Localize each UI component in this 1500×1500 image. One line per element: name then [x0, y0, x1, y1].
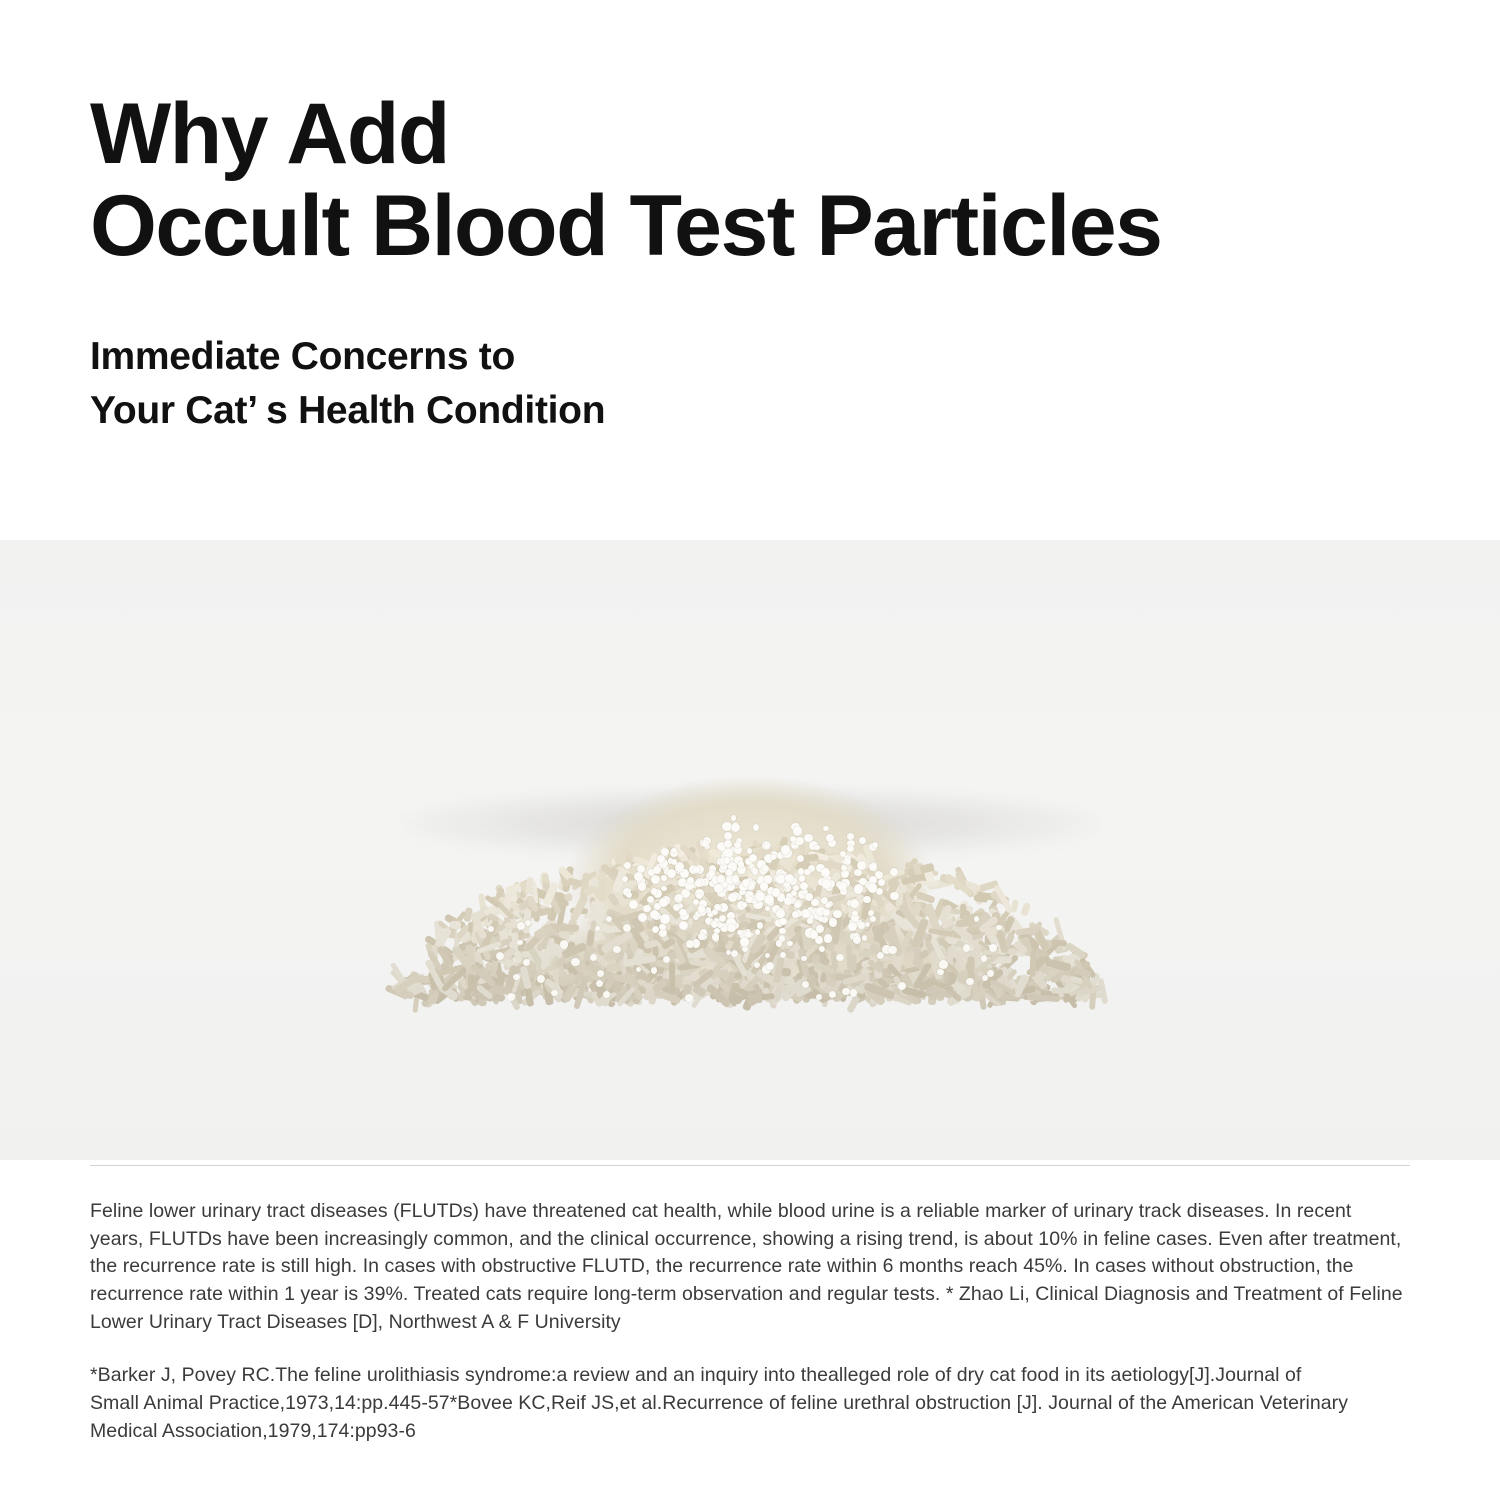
divider: [90, 1165, 1410, 1166]
product-photo: [0, 540, 1500, 1160]
page-subtitle: Immediate Concerns to Your Cat’ s Health Condition: [90, 335, 606, 432]
header-section: [0, 0, 1500, 540]
footnote-primary: Feline lower urinary tract diseases (FLUTDs) have threatened cat health, while blood urine is a reliable marker of urinary track diseases. In recent years, FLUTDs have been increasingly common, and the clinical occurrence, showing a rising trend, is about 10% in feline cases. Even after treatment, the recurrence rate is still high. In cases with obstructive FLUTD, the recurrence rate within 6 months reach 45%. In cases without obstruction, the recurrence rate within 1 year is 39%. Treated cats require long-term observation and regular tests. * Zhao Li, Clinical Diagnosis and Treatment of Feline Lower Urinary Tract Diseases [D], Northwest A & F University: [90, 1200, 1403, 1333]
footnote-references: *Barker J, Povey RC.The feline urolithiasis syndrome:a review and an inquiry into thealleged role of dry cat food in its aetiology[J].Journal of Small Animal Practice,1973,14:pp.445-57*Bovee KC,Reif JS,et al.Recurrence of feline urethral obstruction [J]. Journal of the American Veterinary Medical Association,1979,174:pp93-6: [90, 1364, 1349, 1442]
footnotes-section: [0, 1160, 1500, 1500]
litter-pile: [370, 718, 1130, 1048]
page-title: Why Add Occult Blood Test Particles: [90, 86, 1162, 275]
pellet-cluster: [370, 718, 1130, 1048]
